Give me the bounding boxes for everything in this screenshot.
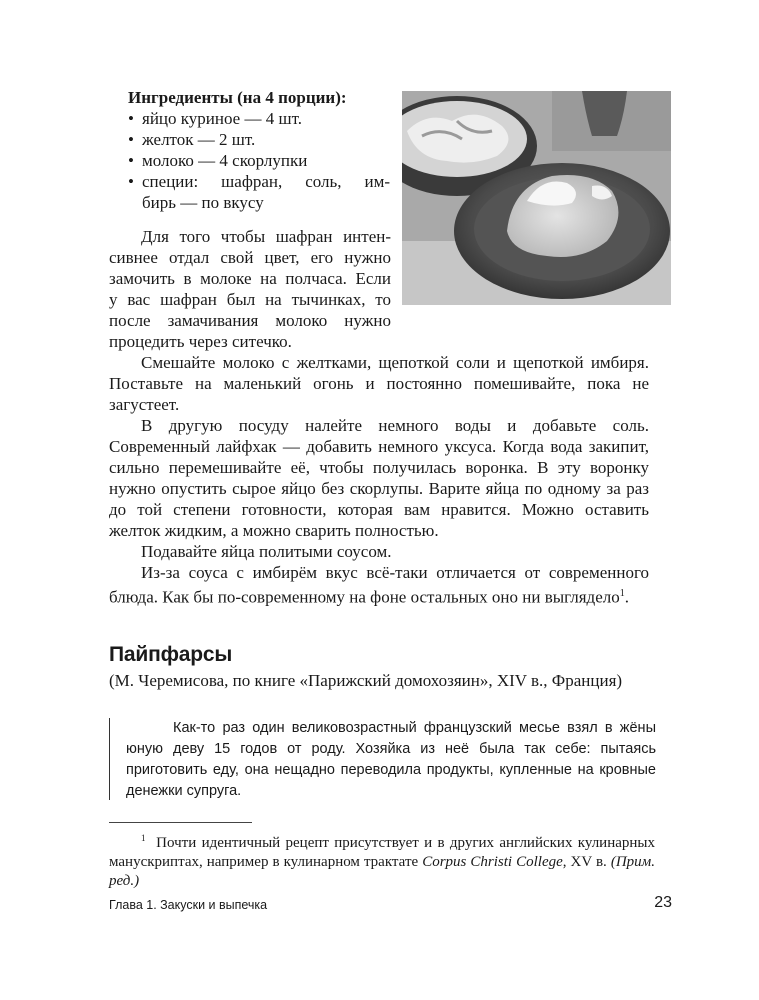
- footnote-divider: [109, 822, 252, 823]
- text-line: сивнее отдал свой цвет, его нужно: [109, 248, 391, 267]
- text-line: Для того чтобы шафран интен-: [141, 227, 391, 246]
- editor-note: (Прим. ред.): [109, 854, 655, 889]
- footnote-text: Почти идентичный рецепт присутствует и в других английских кулинарных манускриптах, например в кулинарном трактате: [109, 835, 656, 870]
- ingredients-block: [128, 87, 390, 213]
- quote-paragraph: Как-то раз один великовозрастный французский месье взял в жёны юную деву 15 годов от роду. Хозяйка из неё была так себе: пытаясь приготовить еду, она нещадно переводила продукты, купленные на кровные денежки супруга.: [126, 720, 656, 799]
- dish-photo-illustration: [402, 91, 671, 305]
- text-line: после замачивания молоко нужно: [109, 311, 391, 330]
- ingredients-list: [128, 108, 390, 192]
- text-line: процедить через ситечко.: [109, 332, 292, 351]
- ingredient-item: • желток — 2 шт.: [128, 129, 390, 150]
- ingredient-item: • молоко — 4 скорлупки: [128, 150, 390, 171]
- footnote-source: Corpus Christi College: [422, 854, 563, 870]
- dish-photo: [402, 91, 671, 305]
- recipe-paragraph: Смешайте молоко с желтками, щепоткой соли и щепоткой имбиря. Поставьте на маленький огонь и постоянно помешивайте, пока не загустеет.: [109, 353, 649, 414]
- page-number: 23: [654, 894, 672, 911]
- recipe-paragraph: Подавайте яйца политыми соусом.: [141, 542, 392, 561]
- recipe-paragraph-last: Из-за соуса с имбирём вкус всё-таки отличается от современного блюда. Как бы по-современному на фоне остальных оно ни выглядело$^1$.: [109, 563, 649, 607]
- saffron-paragraph: [109, 226, 391, 352]
- recipe-body: [109, 352, 649, 608]
- ingredients-heading: Ингредиенты (на 4 порции):: [128, 88, 347, 107]
- ingredient-item: • яйцо куриное — 4 шт.: [128, 108, 390, 129]
- footnote: [109, 829, 655, 891]
- running-footer-chapter: Глава 1. Закуски и выпечка: [109, 898, 268, 912]
- recipe-paragraph-text: Из-за соуса с имбирём вкус всё-таки отличается от современного блюда. Как бы по-современному на фоне остальных оно ни выглядело: [109, 563, 649, 607]
- quote-bar: [109, 718, 110, 800]
- quote-block: [109, 718, 656, 800]
- ingredient-item-continuation: бирь — по вкусу: [142, 193, 264, 212]
- recipe-paragraph: В другую посуду налейте немного воды и добавьте соль. Современный лайфхак — добавить немного уксуса. Когда вода закипит, сильно перемешивайте её, чтобы получилась воронка. В эту воронку нужно опустить сырое яйцо без скорлупы. Варите яйца по одному за раз до той степени готовности, которая вам нравится. Можно оставить желток жидким, а можно сварить полностью.: [109, 416, 649, 540]
- section-subtitle: (М. Черемисова, по книге «Парижский домохозяин», XIV в., Франция): [109, 671, 623, 690]
- footnote-number: 1: [141, 833, 146, 843]
- footnote-text: , XV в.: [562, 854, 611, 870]
- footnote-reference[interactable]: 1: [619, 588, 625, 599]
- section-title: Пайпфарсы: [109, 643, 233, 666]
- text-line: у вас шафран был на тычинках, то: [109, 290, 391, 309]
- text-line: замочить в молоке на полчаса. Если: [109, 269, 391, 288]
- quote-text: [126, 718, 656, 802]
- ingredient-item: • специи: шафран, соль, им-: [128, 171, 390, 192]
